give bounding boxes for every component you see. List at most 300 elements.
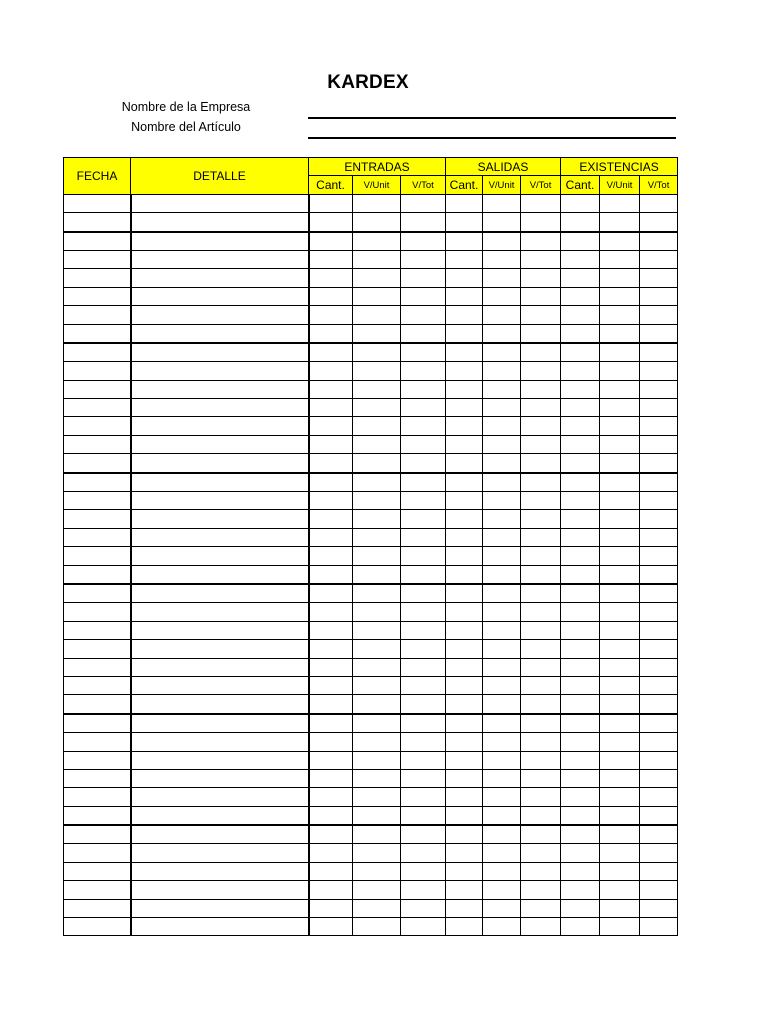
cell-detalle[interactable] [131,547,309,565]
cell-exi-vtot[interactable] [640,806,678,825]
cell-sal-vunit[interactable] [483,528,521,546]
cell-sal-vtot[interactable] [521,473,561,492]
cell-ent-vunit[interactable] [353,862,401,880]
cell-sal-vtot[interactable] [521,844,561,862]
cell-exi-vtot[interactable] [640,825,678,844]
cell-detalle[interactable] [131,584,309,603]
cell-ent-cant[interactable] [309,621,353,639]
cell-ent-cant[interactable] [309,640,353,658]
cell-exi-vtot[interactable] [640,640,678,658]
cell-exi-vunit[interactable] [600,825,640,844]
cell-fecha[interactable] [64,510,131,528]
cell-exi-cant[interactable] [561,213,600,232]
cell-ent-vtot[interactable] [401,343,446,362]
cell-detalle[interactable] [131,565,309,584]
cell-exi-vtot[interactable] [640,492,678,510]
cell-exi-vtot[interactable] [640,232,678,251]
cell-sal-cant[interactable] [446,695,483,714]
cell-detalle[interactable] [131,751,309,769]
cell-fecha[interactable] [64,825,131,844]
cell-exi-vunit[interactable] [600,918,640,936]
cell-sal-cant[interactable] [446,306,483,324]
cell-sal-vunit[interactable] [483,399,521,417]
cell-detalle[interactable] [131,881,309,899]
cell-exi-cant[interactable] [561,658,600,676]
cell-detalle[interactable] [131,250,309,268]
cell-ent-vtot[interactable] [401,306,446,324]
cell-ent-cant[interactable] [309,454,353,473]
cell-exi-cant[interactable] [561,547,600,565]
cell-fecha[interactable] [64,584,131,603]
cell-exi-vtot[interactable] [640,194,678,212]
cell-sal-vunit[interactable] [483,918,521,936]
cell-sal-vtot[interactable] [521,250,561,268]
cell-ent-vtot[interactable] [401,547,446,565]
cell-fecha[interactable] [64,528,131,546]
cell-ent-cant[interactable] [309,603,353,621]
cell-sal-vunit[interactable] [483,473,521,492]
cell-ent-cant[interactable] [309,547,353,565]
cell-ent-cant[interactable] [309,510,353,528]
cell-ent-cant[interactable] [309,399,353,417]
cell-ent-cant[interactable] [309,862,353,880]
cell-sal-cant[interactable] [446,510,483,528]
cell-exi-vtot[interactable] [640,528,678,546]
cell-exi-vunit[interactable] [600,454,640,473]
cell-fecha[interactable] [64,362,131,380]
cell-sal-vunit[interactable] [483,213,521,232]
cell-sal-vunit[interactable] [483,250,521,268]
cell-ent-vtot[interactable] [401,881,446,899]
cell-exi-cant[interactable] [561,343,600,362]
cell-sal-vtot[interactable] [521,435,561,453]
cell-ent-vunit[interactable] [353,584,401,603]
cell-fecha[interactable] [64,399,131,417]
cell-ent-vtot[interactable] [401,658,446,676]
cell-sal-cant[interactable] [446,881,483,899]
cell-sal-vtot[interactable] [521,399,561,417]
cell-exi-vtot[interactable] [640,380,678,398]
cell-sal-cant[interactable] [446,640,483,658]
cell-ent-vunit[interactable] [353,733,401,751]
cell-fecha[interactable] [64,194,131,212]
cell-fecha[interactable] [64,306,131,324]
cell-exi-vunit[interactable] [600,733,640,751]
cell-sal-cant[interactable] [446,417,483,435]
cell-exi-vunit[interactable] [600,788,640,806]
cell-exi-cant[interactable] [561,621,600,639]
cell-exi-vtot[interactable] [640,751,678,769]
cell-ent-vunit[interactable] [353,194,401,212]
cell-sal-vunit[interactable] [483,695,521,714]
cell-exi-vunit[interactable] [600,862,640,880]
cell-exi-cant[interactable] [561,806,600,825]
cell-detalle[interactable] [131,362,309,380]
cell-ent-vtot[interactable] [401,287,446,305]
cell-sal-cant[interactable] [446,751,483,769]
cell-ent-vunit[interactable] [353,621,401,639]
cell-ent-vunit[interactable] [353,899,401,917]
cell-ent-vunit[interactable] [353,343,401,362]
cell-sal-vunit[interactable] [483,269,521,287]
cell-sal-vunit[interactable] [483,769,521,787]
cell-sal-vunit[interactable] [483,788,521,806]
cell-ent-cant[interactable] [309,714,353,733]
cell-sal-cant[interactable] [446,547,483,565]
cell-sal-vunit[interactable] [483,435,521,453]
cell-sal-vunit[interactable] [483,640,521,658]
cell-sal-cant[interactable] [446,565,483,584]
cell-exi-vtot[interactable] [640,362,678,380]
cell-exi-cant[interactable] [561,825,600,844]
cell-exi-vtot[interactable] [640,714,678,733]
cell-detalle[interactable] [131,306,309,324]
cell-exi-vunit[interactable] [600,676,640,694]
cell-sal-vtot[interactable] [521,899,561,917]
cell-ent-vtot[interactable] [401,454,446,473]
cell-sal-vunit[interactable] [483,380,521,398]
cell-exi-vtot[interactable] [640,324,678,343]
cell-detalle[interactable] [131,806,309,825]
cell-sal-vunit[interactable] [483,714,521,733]
cell-detalle[interactable] [131,733,309,751]
cell-ent-cant[interactable] [309,918,353,936]
cell-exi-vunit[interactable] [600,362,640,380]
cell-sal-cant[interactable] [446,380,483,398]
cell-sal-vtot[interactable] [521,751,561,769]
cell-sal-cant[interactable] [446,769,483,787]
cell-ent-vunit[interactable] [353,640,401,658]
cell-fecha[interactable] [64,473,131,492]
cell-exi-vtot[interactable] [640,417,678,435]
cell-exi-vtot[interactable] [640,658,678,676]
cell-sal-vtot[interactable] [521,806,561,825]
cell-sal-vunit[interactable] [483,603,521,621]
cell-ent-vunit[interactable] [353,751,401,769]
cell-fecha[interactable] [64,751,131,769]
cell-ent-vtot[interactable] [401,806,446,825]
cell-ent-vtot[interactable] [401,844,446,862]
cell-exi-vtot[interactable] [640,621,678,639]
cell-exi-vunit[interactable] [600,269,640,287]
cell-exi-vtot[interactable] [640,343,678,362]
cell-ent-vtot[interactable] [401,676,446,694]
cell-exi-vtot[interactable] [640,250,678,268]
cell-exi-vunit[interactable] [600,881,640,899]
cell-sal-vtot[interactable] [521,492,561,510]
cell-exi-cant[interactable] [561,862,600,880]
cell-ent-vtot[interactable] [401,640,446,658]
cell-sal-vtot[interactable] [521,714,561,733]
cell-detalle[interactable] [131,918,309,936]
cell-exi-vtot[interactable] [640,788,678,806]
cell-ent-vtot[interactable] [401,788,446,806]
cell-sal-vtot[interactable] [521,380,561,398]
cell-exi-vunit[interactable] [600,640,640,658]
cell-exi-vtot[interactable] [640,844,678,862]
cell-ent-cant[interactable] [309,269,353,287]
cell-ent-vunit[interactable] [353,454,401,473]
cell-ent-cant[interactable] [309,825,353,844]
cell-ent-vtot[interactable] [401,695,446,714]
cell-exi-vunit[interactable] [600,806,640,825]
cell-exi-vtot[interactable] [640,473,678,492]
cell-fecha[interactable] [64,788,131,806]
cell-ent-vunit[interactable] [353,324,401,343]
cell-fecha[interactable] [64,492,131,510]
cell-sal-cant[interactable] [446,584,483,603]
cell-sal-vunit[interactable] [483,584,521,603]
cell-ent-vtot[interactable] [401,324,446,343]
cell-fecha[interactable] [64,565,131,584]
cell-sal-cant[interactable] [446,658,483,676]
cell-exi-vtot[interactable] [640,565,678,584]
cell-exi-cant[interactable] [561,287,600,305]
cell-fecha[interactable] [64,658,131,676]
cell-ent-vtot[interactable] [401,399,446,417]
cell-sal-cant[interactable] [446,250,483,268]
cell-fecha[interactable] [64,417,131,435]
cell-exi-cant[interactable] [561,306,600,324]
cell-ent-cant[interactable] [309,250,353,268]
cell-exi-vunit[interactable] [600,899,640,917]
cell-fecha[interactable] [64,844,131,862]
cell-ent-vtot[interactable] [401,621,446,639]
cell-sal-cant[interactable] [446,492,483,510]
cell-ent-vtot[interactable] [401,194,446,212]
cell-detalle[interactable] [131,825,309,844]
cell-sal-vtot[interactable] [521,733,561,751]
cell-sal-vtot[interactable] [521,621,561,639]
cell-ent-cant[interactable] [309,417,353,435]
cell-exi-vtot[interactable] [640,510,678,528]
cell-exi-cant[interactable] [561,918,600,936]
cell-detalle[interactable] [131,287,309,305]
cell-exi-cant[interactable] [561,473,600,492]
cell-ent-vtot[interactable] [401,213,446,232]
cell-exi-vunit[interactable] [600,324,640,343]
cell-ent-vtot[interactable] [401,825,446,844]
cell-ent-cant[interactable] [309,306,353,324]
cell-exi-vtot[interactable] [640,676,678,694]
cell-exi-vunit[interactable] [600,658,640,676]
cell-exi-cant[interactable] [561,844,600,862]
cell-sal-vunit[interactable] [483,844,521,862]
cell-exi-vunit[interactable] [600,844,640,862]
cell-ent-vunit[interactable] [353,269,401,287]
cell-sal-vtot[interactable] [521,881,561,899]
cell-ent-vunit[interactable] [353,547,401,565]
cell-exi-vtot[interactable] [640,435,678,453]
cell-exi-vunit[interactable] [600,492,640,510]
cell-exi-vtot[interactable] [640,547,678,565]
cell-sal-vunit[interactable] [483,676,521,694]
cell-sal-cant[interactable] [446,733,483,751]
cell-sal-vunit[interactable] [483,306,521,324]
cell-exi-cant[interactable] [561,788,600,806]
cell-detalle[interactable] [131,343,309,362]
cell-exi-vunit[interactable] [600,213,640,232]
cell-detalle[interactable] [131,899,309,917]
cell-ent-cant[interactable] [309,435,353,453]
cell-sal-vtot[interactable] [521,640,561,658]
cell-detalle[interactable] [131,769,309,787]
cell-sal-cant[interactable] [446,473,483,492]
cell-ent-vtot[interactable] [401,269,446,287]
cell-ent-cant[interactable] [309,881,353,899]
cell-fecha[interactable] [64,695,131,714]
cell-sal-vtot[interactable] [521,788,561,806]
cell-ent-vunit[interactable] [353,825,401,844]
cell-exi-vunit[interactable] [600,714,640,733]
cell-ent-cant[interactable] [309,213,353,232]
cell-exi-vtot[interactable] [640,918,678,936]
cell-exi-cant[interactable] [561,324,600,343]
cell-detalle[interactable] [131,417,309,435]
cell-exi-cant[interactable] [561,714,600,733]
cell-sal-vtot[interactable] [521,676,561,694]
cell-exi-vunit[interactable] [600,380,640,398]
cell-detalle[interactable] [131,324,309,343]
cell-ent-vtot[interactable] [401,417,446,435]
cell-exi-vtot[interactable] [640,881,678,899]
cell-ent-vunit[interactable] [353,435,401,453]
cell-ent-vtot[interactable] [401,733,446,751]
cell-sal-cant[interactable] [446,603,483,621]
cell-ent-vunit[interactable] [353,473,401,492]
cell-sal-vtot[interactable] [521,825,561,844]
cell-exi-vunit[interactable] [600,547,640,565]
cell-sal-vtot[interactable] [521,862,561,880]
article-name-field[interactable] [308,137,676,139]
cell-ent-vtot[interactable] [401,714,446,733]
cell-exi-vunit[interactable] [600,435,640,453]
cell-exi-vunit[interactable] [600,565,640,584]
cell-fecha[interactable] [64,435,131,453]
cell-exi-vtot[interactable] [640,399,678,417]
cell-ent-cant[interactable] [309,565,353,584]
cell-ent-vunit[interactable] [353,417,401,435]
cell-ent-cant[interactable] [309,232,353,251]
cell-exi-cant[interactable] [561,528,600,546]
cell-sal-vtot[interactable] [521,306,561,324]
cell-ent-vtot[interactable] [401,584,446,603]
cell-ent-cant[interactable] [309,343,353,362]
cell-exi-vtot[interactable] [640,213,678,232]
cell-ent-vunit[interactable] [353,306,401,324]
cell-ent-vtot[interactable] [401,565,446,584]
cell-detalle[interactable] [131,658,309,676]
cell-ent-vunit[interactable] [353,250,401,268]
cell-exi-vtot[interactable] [640,899,678,917]
cell-fecha[interactable] [64,918,131,936]
cell-ent-cant[interactable] [309,362,353,380]
cell-fecha[interactable] [64,769,131,787]
cell-exi-cant[interactable] [561,435,600,453]
cell-detalle[interactable] [131,492,309,510]
cell-sal-cant[interactable] [446,435,483,453]
cell-sal-cant[interactable] [446,676,483,694]
cell-exi-vunit[interactable] [600,343,640,362]
cell-ent-cant[interactable] [309,380,353,398]
cell-fecha[interactable] [64,881,131,899]
cell-ent-vunit[interactable] [353,658,401,676]
cell-exi-vtot[interactable] [640,287,678,305]
cell-fecha[interactable] [64,676,131,694]
cell-detalle[interactable] [131,695,309,714]
cell-sal-cant[interactable] [446,918,483,936]
cell-sal-vtot[interactable] [521,417,561,435]
cell-exi-cant[interactable] [561,676,600,694]
cell-fecha[interactable] [64,250,131,268]
cell-fecha[interactable] [64,714,131,733]
cell-exi-vunit[interactable] [600,528,640,546]
cell-ent-vtot[interactable] [401,362,446,380]
cell-exi-cant[interactable] [561,733,600,751]
cell-ent-vtot[interactable] [401,435,446,453]
cell-sal-vtot[interactable] [521,565,561,584]
cell-exi-cant[interactable] [561,565,600,584]
cell-exi-cant[interactable] [561,881,600,899]
cell-exi-vunit[interactable] [600,232,640,251]
cell-sal-cant[interactable] [446,269,483,287]
cell-sal-vunit[interactable] [483,510,521,528]
cell-exi-cant[interactable] [561,194,600,212]
cell-detalle[interactable] [131,380,309,398]
cell-exi-cant[interactable] [561,269,600,287]
cell-ent-vtot[interactable] [401,232,446,251]
cell-sal-vtot[interactable] [521,454,561,473]
cell-ent-cant[interactable] [309,584,353,603]
cell-sal-cant[interactable] [446,844,483,862]
cell-ent-vunit[interactable] [353,676,401,694]
cell-ent-vtot[interactable] [401,769,446,787]
cell-sal-cant[interactable] [446,343,483,362]
cell-sal-cant[interactable] [446,788,483,806]
cell-ent-cant[interactable] [309,751,353,769]
cell-sal-cant[interactable] [446,232,483,251]
cell-ent-cant[interactable] [309,788,353,806]
cell-ent-vunit[interactable] [353,232,401,251]
cell-sal-vunit[interactable] [483,492,521,510]
cell-sal-vtot[interactable] [521,584,561,603]
cell-exi-vtot[interactable] [640,584,678,603]
cell-sal-vunit[interactable] [483,825,521,844]
cell-exi-vunit[interactable] [600,473,640,492]
cell-exi-cant[interactable] [561,362,600,380]
cell-ent-vtot[interactable] [401,918,446,936]
cell-fecha[interactable] [64,269,131,287]
cell-detalle[interactable] [131,269,309,287]
cell-ent-cant[interactable] [309,287,353,305]
cell-ent-vtot[interactable] [401,250,446,268]
cell-exi-vunit[interactable] [600,510,640,528]
cell-ent-vunit[interactable] [353,362,401,380]
cell-sal-vtot[interactable] [521,343,561,362]
cell-detalle[interactable] [131,862,309,880]
cell-sal-vtot[interactable] [521,287,561,305]
cell-sal-vunit[interactable] [483,621,521,639]
cell-ent-vunit[interactable] [353,918,401,936]
cell-ent-vunit[interactable] [353,844,401,862]
cell-sal-vunit[interactable] [483,232,521,251]
cell-detalle[interactable] [131,399,309,417]
cell-fecha[interactable] [64,454,131,473]
cell-ent-vunit[interactable] [353,603,401,621]
cell-sal-vunit[interactable] [483,899,521,917]
cell-exi-vunit[interactable] [600,417,640,435]
cell-detalle[interactable] [131,640,309,658]
